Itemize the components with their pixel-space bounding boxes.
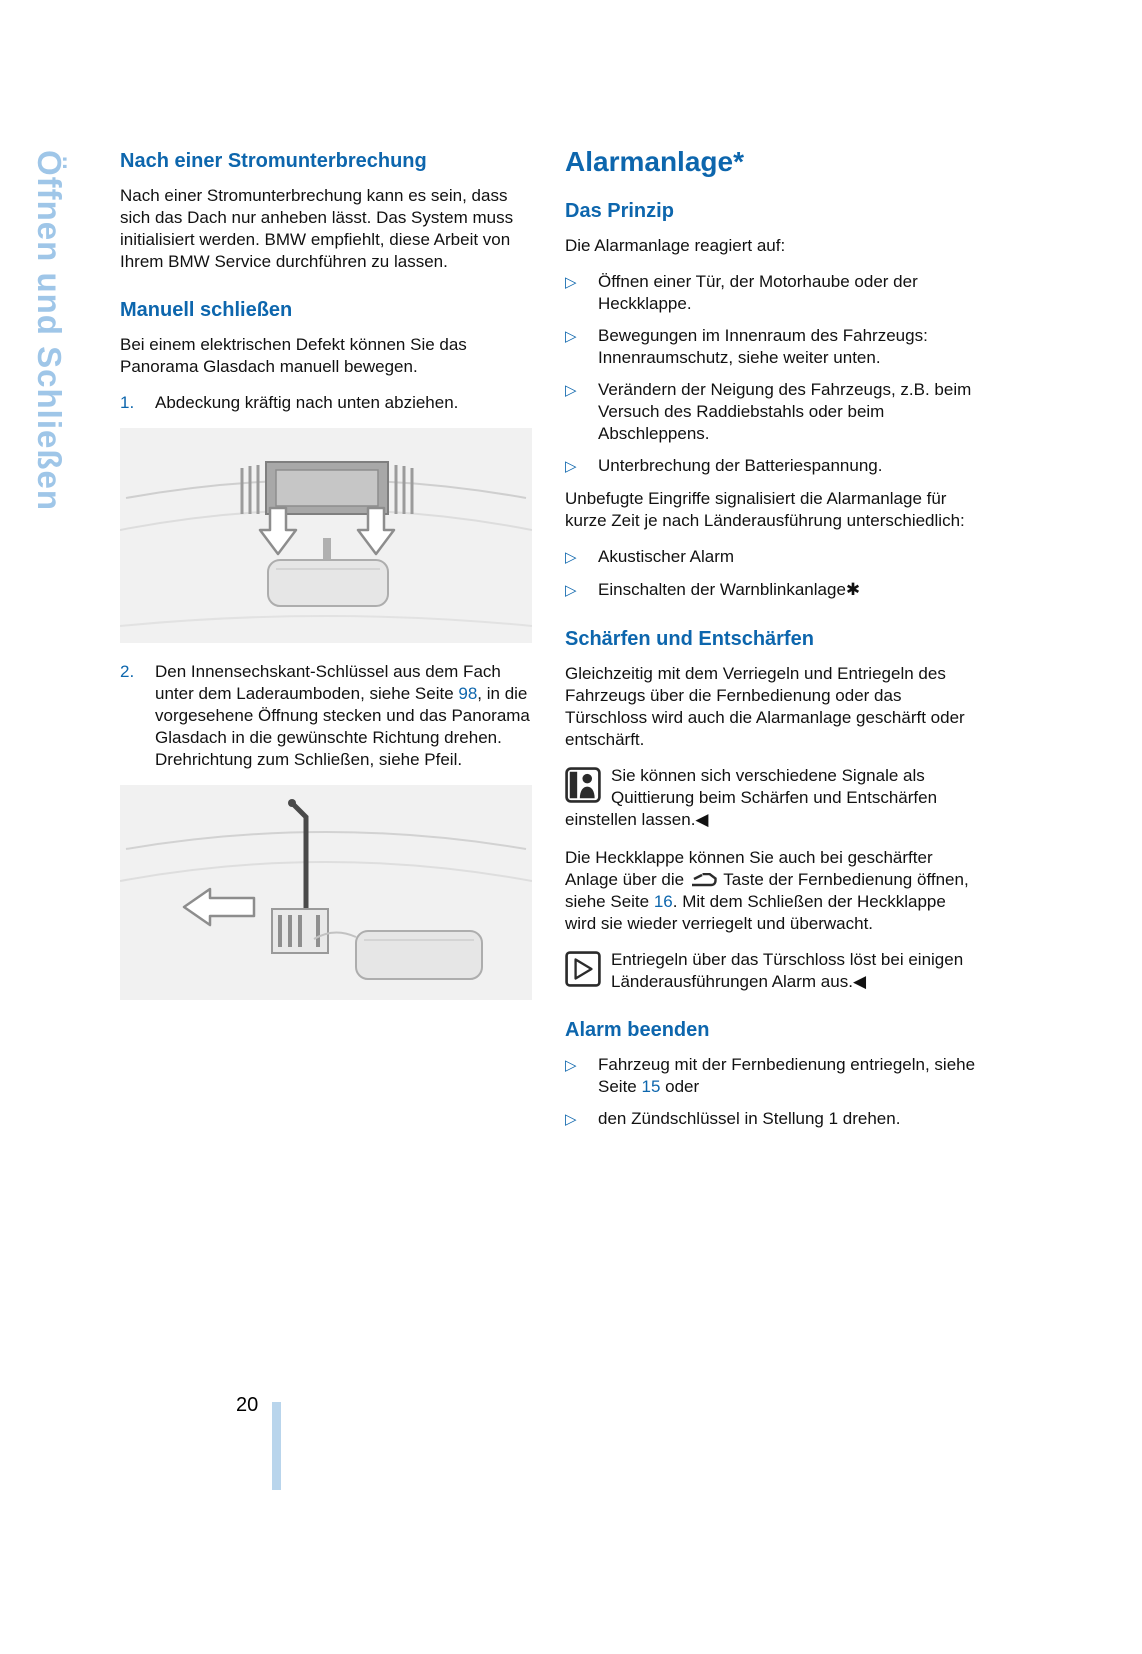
step-number: 1. <box>120 393 135 412</box>
list-item <box>565 1054 979 1098</box>
chapter-sidebar-title: Öffnen und Schließen <box>31 150 68 512</box>
paragraph-principle-intro: Die Alarmanlage reagiert auf: <box>565 236 786 255</box>
list-item <box>565 325 979 369</box>
page-reference-15: 15 <box>641 1077 661 1096</box>
list-item-text: Öffnen einer Tür, der Motorhaube oder der Heckklappe. <box>598 272 918 313</box>
list-item-text: Unterbrechung der Batteriespannung. <box>598 456 883 475</box>
left-column <box>120 150 532 1018</box>
step-1 <box>120 392 532 414</box>
right-column <box>565 146 979 1141</box>
note-unlock-alarm <box>565 949 979 993</box>
note-signal-settings <box>565 765 979 831</box>
list-item-text <box>598 1054 979 1098</box>
page-title-alarm-system: Alarmanlage* <box>565 146 744 177</box>
list-item-text: Akustischer Alarm <box>598 547 735 566</box>
note-text: Entriegeln über das Türschloss löst bei einigen Länderausführungen Alarm aus.◀ <box>611 950 964 991</box>
paragraph-power-interruption: Nach einer Stromunterbrechung kann es sein, dass sich das Dach nur anheben lässt. Das System muss initialisiert werden. BMW empfiehlt, diese Arbeit von Ihrem BMW Service durchführen zu lassen. <box>120 186 514 271</box>
list-item-text: Bewegungen im Innenraum des Fahrzeugs: Innenraumschutz, siehe weiter unten. <box>598 326 928 367</box>
paragraph-part: Die Heckklappe können Sie auch bei geschärfter Anlage über die <box>565 848 933 889</box>
door-unlock-alert-icon <box>565 951 601 987</box>
triangle-bullet-icon: ▷ <box>565 1111 577 1128</box>
list-item <box>565 1108 979 1131</box>
paragraph-part: Taste der Fernbedienung öffnen, siehe Seite <box>565 870 969 911</box>
triangle-bullet-icon: ▷ <box>565 382 577 399</box>
section-heading-principle: Das Prinzip <box>565 200 674 222</box>
paragraph-manual-close: Bei einem elektrischen Defekt können Sie das Panorama Glasdach manuell bewegen. <box>120 335 467 376</box>
step-text-part: , in die vorgesehene Öffnung stecken und das Panorama Glasdach in die gewünschte Richtung drehen. Drehrichtung zum Schließen, siehe Pfeil. <box>155 684 530 769</box>
note-text: Sie können sich verschiedene Signale als Quittierung beim Schärfen und Entschärfen einstellen lassen.◀ <box>565 766 938 829</box>
triangle-bullet-icon: ▷ <box>565 328 577 345</box>
section-heading-end-alarm: Alarm beenden <box>565 1019 710 1041</box>
section-heading-power-interruption: Nach einer Stromunterbrechung <box>120 150 427 172</box>
trunk-release-icon <box>691 873 717 887</box>
list-item-text: Verändern der Neigung des Fahrzeugs, z.B. beim Versuch des Raddiebstahls oder beim Abschleppens. <box>598 380 972 443</box>
list-item-part: oder <box>660 1077 700 1096</box>
paragraph-part: . Mit dem Schließen der Heckklappe wird sie wieder verriegelt und überwacht. <box>565 892 946 933</box>
step-text-part: Den Innensechskant-Schlüssel aus dem Fach unter dem Laderaumboden, siehe Seite <box>155 662 501 703</box>
list-item <box>565 579 979 602</box>
triangle-bullet-icon: ▷ <box>565 549 577 566</box>
figure-allen-key-operation <box>120 785 532 1000</box>
paragraph-signal-intro: Unbefugte Eingriffe signalisiert die Alarmanlage für kurze Zeit je nach Länderausführung unterschiedlich: <box>565 489 965 530</box>
list-item-text: Einschalten der Warnblinkanlage✱ <box>598 580 861 599</box>
list-item <box>565 546 979 569</box>
step-number: 2. <box>120 662 135 681</box>
person-settings-icon <box>565 767 601 803</box>
triangle-bullet-icon: ▷ <box>565 458 577 475</box>
section-heading-manual-close: Manuell schließen <box>120 299 293 321</box>
paragraph-tailgate <box>565 847 979 935</box>
page-reference-16: 16 <box>653 892 673 911</box>
section-heading-arming: Schärfen und Entschärfen <box>565 628 814 650</box>
list-item <box>565 379 979 445</box>
figure-roof-cover-removal <box>120 428 532 643</box>
footer-accent-bar <box>272 1402 281 1490</box>
list-item <box>565 271 979 315</box>
triangle-bullet-icon: ▷ <box>565 1057 577 1074</box>
step-text <box>155 661 532 771</box>
list-item <box>565 455 979 478</box>
step-text: Abdeckung kräftig nach unten abziehen. <box>155 393 459 412</box>
list-item-text: den Zündschlüssel in Stellung 1 drehen. <box>598 1109 901 1128</box>
triangle-bullet-icon: ▷ <box>565 274 577 291</box>
page-number: 20 <box>236 1394 259 1416</box>
triangle-bullet-icon: ▷ <box>565 582 577 599</box>
list-item-part: Fahrzeug mit der Fernbedienung entriegeln, siehe Seite <box>598 1055 976 1096</box>
step-2 <box>120 661 532 771</box>
paragraph-arming: Gleichzeitig mit dem Verriegeln und Entriegeln des Fahrzeugs über die Fernbedienung oder das Türschloss wird auch die Alarmanlage geschärft oder entschärft. <box>565 664 965 749</box>
page-reference-98: 98 <box>458 684 478 703</box>
